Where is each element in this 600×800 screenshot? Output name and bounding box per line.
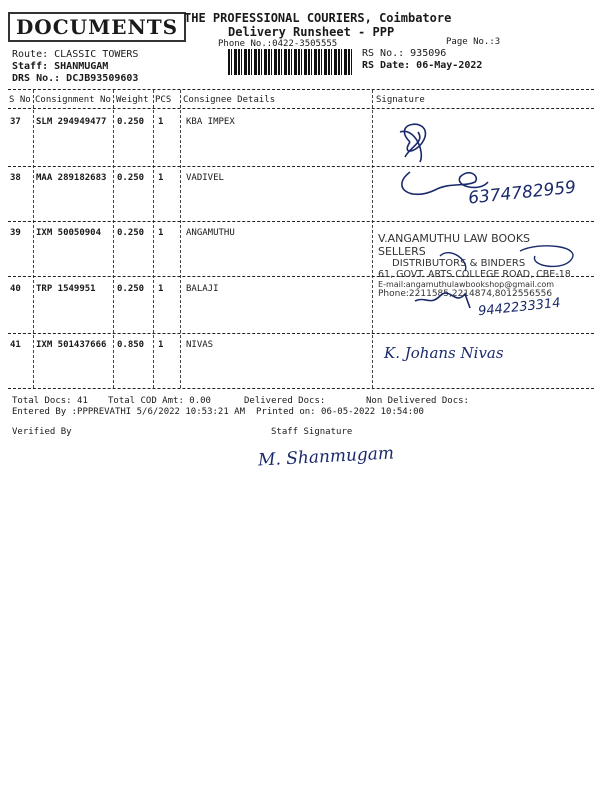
row-sno: 41	[10, 340, 21, 350]
row-sno: 39	[10, 228, 21, 238]
handwritten-name-41: K. Johans Nivas	[384, 344, 504, 362]
col-divider	[180, 90, 181, 388]
staff-label: Staff: SHANMUGAM	[12, 61, 109, 72]
row-consignment: TRP 1549951	[36, 284, 96, 294]
row-consignment: IXM 501437666	[36, 340, 107, 350]
row-weight: 0.250	[117, 228, 145, 238]
row-pcs: 1	[158, 284, 164, 294]
non-delivered-docs: Non Delivered Docs:	[366, 396, 469, 406]
table-bottom-rule	[8, 388, 594, 389]
table-top-rule	[8, 89, 594, 90]
phone-number: Phone No.:0422-3505555	[218, 39, 338, 49]
rs-number: RS No.: 935096	[362, 48, 447, 59]
staff-signature-label: Staff Signature	[271, 427, 353, 437]
col-divider	[113, 90, 114, 388]
col-divider	[153, 90, 154, 388]
rs-date: RS Date: 06-May-2022	[362, 60, 483, 71]
entered-by: Entered By :PPPREVATHI 5/6/2022 10:53:21 AM	[12, 407, 245, 417]
barcode	[228, 49, 354, 75]
row-sno: 40	[10, 284, 21, 294]
printed-on: Printed on: 06-05-2022 10:54:00	[256, 407, 424, 417]
stamp-line2: DISTRIBUTORS & BINDERS	[392, 258, 526, 269]
row-consignment: SLM 294949477	[36, 117, 107, 127]
row-consignee: KBA IMPEX	[186, 117, 235, 127]
header-sno: S No	[9, 95, 31, 105]
row-weight: 0.250	[117, 117, 145, 127]
total-cod: Total COD Amt: 0.00	[108, 396, 211, 406]
stamp-email: E-mail:angamuthulawbookshop@gmail.com	[378, 280, 555, 289]
route-label: Route: CLASSIC TOWERS	[12, 49, 139, 60]
row-consignee: NIVAS	[186, 340, 214, 350]
header-pcs: PCS	[155, 95, 172, 105]
row-weight: 0.250	[117, 284, 145, 294]
row-consignment: IXM 50050904	[36, 228, 102, 238]
row-weight: 0.850	[117, 340, 145, 350]
row-consignee: VADIVEL	[186, 173, 224, 183]
stamp-address: 61, GOVT. ARTS COLLEGE ROAD, CBE-18	[378, 269, 571, 280]
header-rule	[8, 108, 594, 109]
row-pcs: 1	[158, 228, 164, 238]
drs-number: DRS No.: DCJB93509603	[12, 73, 139, 84]
document-subtitle: Delivery Runsheet - PPP	[228, 25, 395, 39]
col-divider	[372, 90, 373, 388]
handwritten-phone-40: 9442233314	[477, 295, 562, 320]
company-name: THE PROFESSIONAL COURIERS, Coimbatore	[184, 11, 452, 25]
header-signature: Signature	[376, 95, 425, 105]
documents-stamp: DOCUMENTS	[8, 12, 186, 42]
col-divider	[33, 90, 34, 388]
staff-signature: M. Shanmugam	[257, 443, 395, 471]
header-consignee: Consignee Details	[183, 95, 276, 105]
delivered-docs: Delivered Docs:	[244, 396, 326, 406]
header-weight: Weight	[116, 95, 149, 105]
row-consignment: MAA 289182683	[36, 173, 107, 183]
stamp-phone: Phone:2211585,2214874,8012556556	[378, 289, 553, 299]
row-consignee: BALAJI	[186, 284, 219, 294]
row-pcs: 1	[158, 340, 164, 350]
row-weight: 0.250	[117, 173, 145, 183]
row-pcs: 1	[158, 117, 164, 127]
row-sno: 38	[10, 173, 21, 183]
row-rule	[8, 333, 594, 334]
row-consignee: ANGAMUTHU	[186, 228, 235, 238]
row-sno: 37	[10, 117, 21, 127]
page-number: Page No.:3	[446, 37, 501, 47]
stamp-name: V.ANGAMUTHU LAW BOOKS SELLERS	[378, 232, 531, 258]
header-consignment: Consignment No	[35, 95, 111, 105]
verified-by-label: Verified By	[12, 427, 72, 437]
row-pcs: 1	[158, 173, 164, 183]
handwritten-phone-38: 6374782959	[467, 177, 577, 209]
total-docs: Total Docs: 41	[12, 396, 88, 406]
